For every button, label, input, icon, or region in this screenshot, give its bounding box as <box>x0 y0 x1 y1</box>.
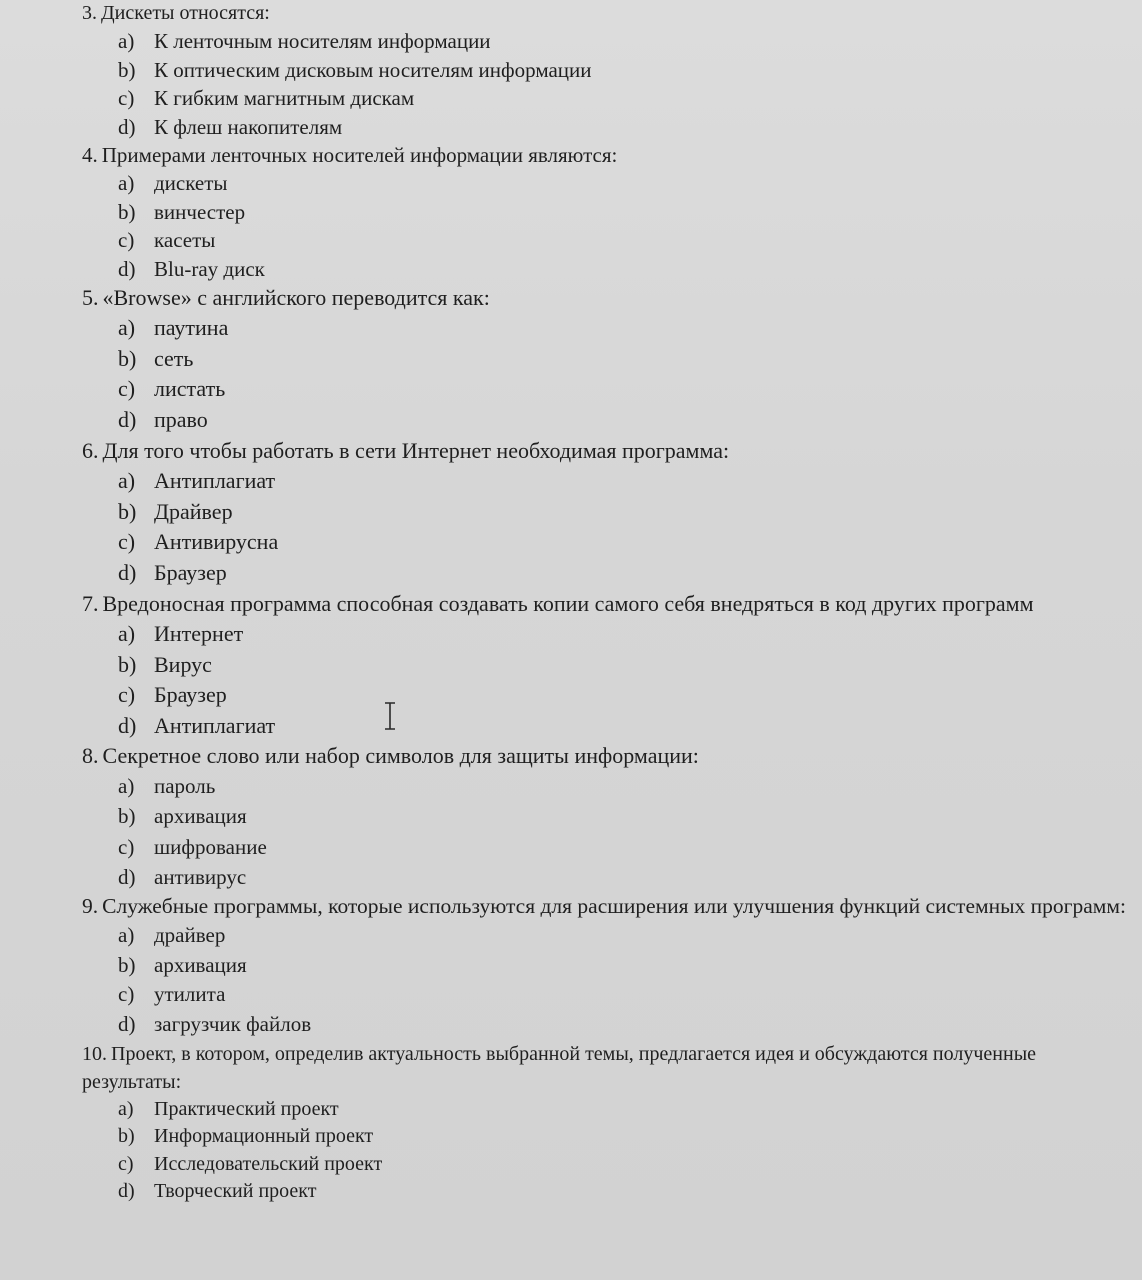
question-text: Секретное слово или набор символов для защиты информации: <box>102 743 699 768</box>
option-text: сеть <box>154 345 194 371</box>
option-a <box>118 619 1142 650</box>
option-c <box>118 226 1142 255</box>
option-d <box>118 255 1142 284</box>
option-text: К оптическим дисковым носителям информации <box>154 57 592 82</box>
question-number: 10. <box>82 1042 107 1065</box>
question-number: 4. <box>82 143 98 167</box>
option-text: Практический проект <box>154 1097 339 1120</box>
option-d <box>118 1178 1142 1206</box>
option-text: касеты <box>154 228 216 252</box>
question-text: Примерами ленточных носителей информации являются: <box>101 143 618 167</box>
option-d <box>118 711 1142 742</box>
option-letter: b) <box>118 651 137 677</box>
question-6 <box>82 435 1142 466</box>
option-text: паутина <box>154 315 229 340</box>
options-list <box>82 771 1142 892</box>
question-number: 8. <box>82 743 99 768</box>
option-b <box>118 497 1142 528</box>
question-10 <box>82 1040 1140 1096</box>
option-letter: b) <box>118 1125 135 1148</box>
option-letter: b) <box>118 345 137 371</box>
option-letter: b) <box>118 199 136 224</box>
options-list <box>82 169 1142 283</box>
option-b <box>118 198 1142 227</box>
option-letter: a) <box>118 774 135 798</box>
option-text: драйвер <box>154 923 226 948</box>
option-letter: c) <box>118 529 136 554</box>
question-text: Вредоносная программа способная создавать копии самого себя внедряться в код других программ <box>102 591 1034 616</box>
text-cursor-icon <box>384 702 396 730</box>
option-letter: d) <box>118 114 136 139</box>
option-c <box>118 980 1142 1010</box>
option-d <box>118 862 1142 892</box>
option-b <box>118 344 1142 375</box>
question-number: 7. <box>82 591 99 616</box>
option-letter: d) <box>118 559 137 585</box>
option-letter: d) <box>118 864 136 889</box>
option-text: винчестер <box>154 199 246 224</box>
option-letter: d) <box>118 406 137 432</box>
option-c <box>118 84 1142 113</box>
option-letter: c) <box>118 682 136 707</box>
option-text: дискеты <box>154 171 228 195</box>
option-b <box>118 801 1142 831</box>
option-text: Браузер <box>154 559 227 585</box>
option-text: Браузер <box>154 682 227 707</box>
question-5 <box>82 283 1142 313</box>
option-letter: c) <box>118 376 136 401</box>
option-c <box>118 527 1142 558</box>
option-text: пароль <box>154 774 216 798</box>
question-text: Проект, в котором, определив актуальность выбранной темы, предлагается идея и обсуждаются полученные результаты: <box>82 1042 1037 1093</box>
option-c <box>118 832 1142 862</box>
option-letter: c) <box>118 228 135 252</box>
option-a <box>118 27 1142 56</box>
question-4 <box>82 141 1142 169</box>
options-list <box>82 313 1142 435</box>
option-text: Интернет <box>154 621 244 646</box>
option-b <box>118 951 1142 981</box>
option-a <box>118 313 1142 344</box>
question-number: 9. <box>82 894 99 919</box>
option-text: архивация <box>154 952 247 977</box>
option-text: право <box>154 406 208 432</box>
question-number: 6. <box>82 438 99 463</box>
option-letter: b) <box>118 952 136 977</box>
option-text: Творческий проект <box>154 1180 317 1203</box>
question-text: Служебные программы, которые используются для расширения или улучшения функций системных программ: <box>102 894 1126 919</box>
option-text: Драйвер <box>154 498 233 524</box>
option-text: Антиплагиат <box>154 468 276 493</box>
option-a <box>118 466 1142 497</box>
option-text: Информационный проект <box>154 1125 374 1148</box>
option-letter: a) <box>118 315 136 340</box>
option-d <box>118 558 1142 589</box>
options-list <box>82 619 1142 741</box>
question-3 <box>82 0 1142 27</box>
option-letter: a) <box>118 621 136 646</box>
option-text: К гибким магнитным дискам <box>154 86 415 110</box>
option-letter: b) <box>118 498 137 524</box>
option-letter: a) <box>118 1097 134 1120</box>
option-letter: c) <box>118 1152 134 1175</box>
option-letter: b) <box>118 804 136 829</box>
option-text: Blu-ray диск <box>154 256 265 281</box>
option-a <box>118 771 1142 801</box>
option-text: загрузчик файлов <box>154 1011 312 1036</box>
option-letter: d) <box>118 1180 135 1203</box>
options-list <box>82 1096 1142 1206</box>
option-d <box>118 113 1142 142</box>
option-b <box>118 56 1142 85</box>
option-letter: c) <box>118 834 135 859</box>
option-text: шифрование <box>154 834 267 859</box>
option-letter: b) <box>118 57 136 82</box>
question-7 <box>82 588 1142 619</box>
option-c <box>118 680 1142 711</box>
option-letter: a) <box>118 468 136 493</box>
option-a <box>118 1096 1142 1124</box>
option-letter: a) <box>118 29 135 53</box>
option-letter: d) <box>118 712 137 738</box>
option-text: антивирус <box>154 864 247 889</box>
option-text: Вирус <box>154 651 212 677</box>
option-letter: d) <box>118 256 136 281</box>
option-b <box>118 1123 1142 1151</box>
options-list <box>82 921 1142 1039</box>
option-text: архивация <box>154 804 247 829</box>
option-d <box>118 1010 1142 1040</box>
option-text: Исследовательский проект <box>154 1152 383 1175</box>
option-letter: c) <box>118 86 135 110</box>
option-text: утилита <box>154 982 226 1007</box>
question-text: «Browse» с английского переводится как: <box>102 285 490 310</box>
option-c <box>118 1151 1142 1179</box>
question-text: Дискеты относятся: <box>101 2 270 24</box>
option-d <box>118 405 1142 436</box>
option-b <box>118 650 1142 681</box>
question-number: 3. <box>82 2 97 24</box>
options-list <box>82 466 1142 588</box>
option-text: листать <box>154 376 226 401</box>
question-text: Для того чтобы работать в сети Интернет необходимая программа: <box>102 438 730 463</box>
option-letter: a) <box>118 171 135 195</box>
option-letter: c) <box>118 982 135 1007</box>
option-c <box>118 374 1142 405</box>
option-letter: d) <box>118 1011 136 1036</box>
option-text: К ленточным носителям информации <box>154 29 491 53</box>
option-a <box>118 169 1142 198</box>
question-8 <box>82 741 1142 771</box>
question-9 <box>82 892 1132 921</box>
question-number: 5. <box>82 285 99 310</box>
option-a <box>118 921 1142 951</box>
option-letter: a) <box>118 923 135 948</box>
document-page <box>82 0 1142 1206</box>
option-text: Антивирусна <box>154 529 279 554</box>
options-list <box>82 27 1142 141</box>
option-text: Антиплагиат <box>154 712 276 738</box>
option-text: К флеш накопителям <box>154 114 343 139</box>
